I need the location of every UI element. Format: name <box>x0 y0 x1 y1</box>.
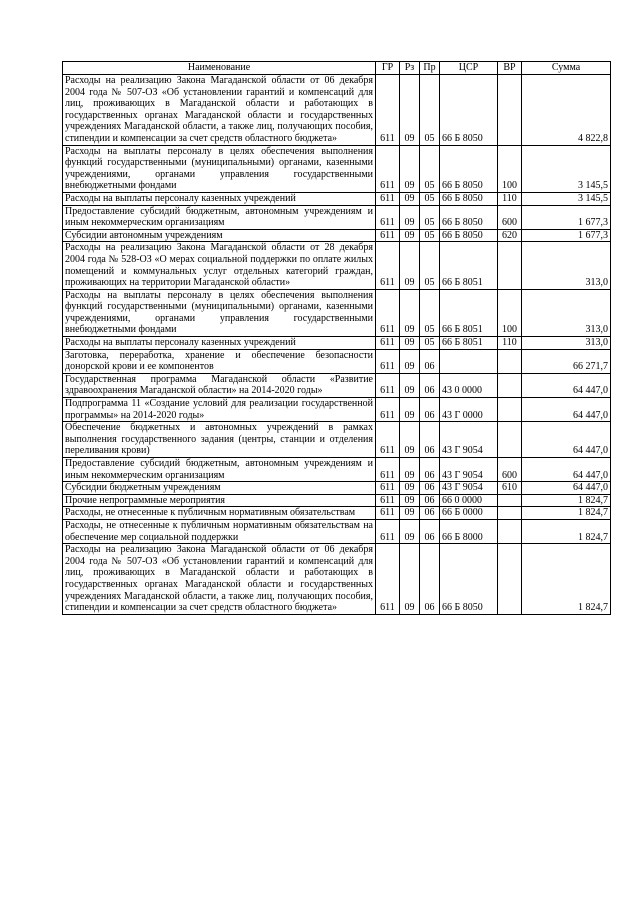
cell-csr: 66 Б 8050 <box>440 229 498 242</box>
cell-gr: 611 <box>376 337 400 350</box>
table-row <box>63 337 611 350</box>
cell-vr: 600 <box>498 458 522 482</box>
cell-name: Государственная программа Магаданской области «Развитие здравоохранения Магаданской области» на 2014-2020 годы» <box>63 373 376 397</box>
cell-vr: 100 <box>498 289 522 336</box>
cell-pr: 06 <box>420 373 440 397</box>
cell-name: Прочие непрограммные мероприятия <box>63 494 376 507</box>
cell-vr: 100 <box>498 145 522 192</box>
cell-name: Расходы на выплаты персоналу казенных учреждений <box>63 337 376 350</box>
cell-vr: 620 <box>498 229 522 242</box>
cell-rz: 09 <box>400 242 420 289</box>
cell-pr: 05 <box>420 75 440 146</box>
table-row <box>63 482 611 495</box>
cell-csr: 66 Б 0000 <box>440 507 498 520</box>
table-row <box>63 507 611 520</box>
cell-vr: 110 <box>498 192 522 205</box>
cell-csr: 43 Г 9054 <box>440 458 498 482</box>
cell-gr: 611 <box>376 507 400 520</box>
cell-gr: 611 <box>376 494 400 507</box>
cell-gr: 611 <box>376 145 400 192</box>
cell-gr: 611 <box>376 373 400 397</box>
cell-rz: 09 <box>400 289 420 336</box>
cell-pr: 06 <box>420 422 440 458</box>
cell-rz: 09 <box>400 192 420 205</box>
table-body <box>63 75 611 615</box>
cell-rz: 09 <box>400 458 420 482</box>
cell-csr: 66 Б 8051 <box>440 289 498 336</box>
cell-csr: 43 Г 0000 <box>440 398 498 422</box>
cell-rz: 09 <box>400 229 420 242</box>
cell-sum: 313,0 <box>522 242 611 289</box>
cell-csr: 66 Б 8051 <box>440 337 498 350</box>
cell-csr: 43 Г 9054 <box>440 422 498 458</box>
cell-name: Расходы на реализацию Закона Магаданской области от 28 декабря 2004 года № 528-ОЗ «О мерах социальной поддержки по оплате жилых помещений и коммунальных услуг отдельных категорий граждан, проживающих на территории Магаданской области» <box>63 242 376 289</box>
cell-pr: 05 <box>420 145 440 192</box>
header-name: Наименование <box>63 62 376 75</box>
cell-sum: 64 447,0 <box>522 398 611 422</box>
cell-pr: 06 <box>420 349 440 373</box>
cell-gr: 611 <box>376 242 400 289</box>
cell-csr: 66 0 0000 <box>440 494 498 507</box>
cell-vr <box>498 494 522 507</box>
cell-rz: 09 <box>400 519 420 543</box>
cell-gr: 611 <box>376 75 400 146</box>
cell-sum: 1 677,3 <box>522 229 611 242</box>
cell-vr: 610 <box>498 482 522 495</box>
table-row <box>63 145 611 192</box>
cell-pr: 06 <box>420 507 440 520</box>
cell-csr: 66 Б 8050 <box>440 145 498 192</box>
cell-sum: 64 447,0 <box>522 373 611 397</box>
table-row <box>63 494 611 507</box>
cell-vr <box>498 398 522 422</box>
cell-gr: 611 <box>376 192 400 205</box>
cell-csr: 66 Б 8050 <box>440 544 498 615</box>
table-row <box>63 519 611 543</box>
cell-rz: 09 <box>400 349 420 373</box>
cell-sum: 1 824,7 <box>522 494 611 507</box>
cell-rz: 09 <box>400 507 420 520</box>
cell-vr <box>498 422 522 458</box>
cell-name: Расходы, не отнесенные к публичным нормативным обязательствам на обеспечение мер социальной поддержки <box>63 519 376 543</box>
cell-rz: 09 <box>400 398 420 422</box>
cell-name: Обеспечение бюджетных и автономных учреждений в рамках выполнения государственного задания (центры, станции и отделения переливания крови) <box>63 422 376 458</box>
table-row <box>63 458 611 482</box>
table-row <box>63 75 611 146</box>
cell-csr: 66 Б 8050 <box>440 75 498 146</box>
table-row <box>63 205 611 229</box>
budget-table <box>62 61 611 615</box>
cell-sum: 3 145,5 <box>522 145 611 192</box>
cell-rz: 09 <box>400 494 420 507</box>
cell-name: Расходы на реализацию Закона Магаданской области от 06 декабря 2004 года № 507-ОЗ «Об установлении гарантий и компенсаций для лиц, проживающих в Магаданской области и работающих в государственных органах Магаданской области и государственных учреждениях Магаданской области, а также лиц, получающих пособия, стипендии и компенсации за счет средств областного бюджета» <box>63 75 376 146</box>
cell-csr: 66 Б 8051 <box>440 242 498 289</box>
cell-gr: 611 <box>376 422 400 458</box>
cell-rz: 09 <box>400 145 420 192</box>
cell-csr <box>440 349 498 373</box>
cell-gr: 611 <box>376 398 400 422</box>
cell-gr: 611 <box>376 519 400 543</box>
cell-pr: 06 <box>420 544 440 615</box>
cell-sum: 1 824,7 <box>522 519 611 543</box>
cell-sum: 313,0 <box>522 289 611 336</box>
cell-pr: 06 <box>420 519 440 543</box>
cell-gr: 611 <box>376 289 400 336</box>
table-row <box>63 289 611 336</box>
table-row <box>63 544 611 615</box>
cell-pr: 06 <box>420 482 440 495</box>
cell-vr: 600 <box>498 205 522 229</box>
cell-pr: 05 <box>420 192 440 205</box>
table-row <box>63 192 611 205</box>
header-csr: ЦСР <box>440 62 498 75</box>
cell-pr: 05 <box>420 289 440 336</box>
cell-name: Субсидии бюджетным учреждениям <box>63 482 376 495</box>
cell-vr: 110 <box>498 337 522 350</box>
header-pr: Пр <box>420 62 440 75</box>
cell-rz: 09 <box>400 422 420 458</box>
cell-csr: 66 Б 8050 <box>440 192 498 205</box>
cell-sum: 1 824,7 <box>522 507 611 520</box>
cell-name: Расходы на выплаты персоналу казенных учреждений <box>63 192 376 205</box>
cell-csr: 66 Б 8000 <box>440 519 498 543</box>
cell-gr: 611 <box>376 458 400 482</box>
cell-rz: 09 <box>400 75 420 146</box>
table-row <box>63 373 611 397</box>
cell-csr: 66 Б 8050 <box>440 205 498 229</box>
cell-pr: 05 <box>420 205 440 229</box>
table-row <box>63 242 611 289</box>
cell-gr: 611 <box>376 544 400 615</box>
table-row <box>63 398 611 422</box>
table-row <box>63 422 611 458</box>
cell-gr: 611 <box>376 349 400 373</box>
cell-sum: 64 447,0 <box>522 482 611 495</box>
table-row <box>63 349 611 373</box>
header-sum: Сумма <box>522 62 611 75</box>
cell-pr: 06 <box>420 398 440 422</box>
cell-sum: 1 824,7 <box>522 544 611 615</box>
cell-name: Расходы на реализацию Закона Магаданской области от 06 декабря 2004 года № 507-ОЗ «Об установлении гарантий и компенсаций для лиц, проживающих в Магаданской области и работающих в государственных органах Магаданской области и государственных учреждениях Магаданской области, а также лиц, получающих пособия, стипендии и компенсации за счет средств областного бюджета» <box>63 544 376 615</box>
cell-pr: 05 <box>420 229 440 242</box>
cell-vr <box>498 507 522 520</box>
cell-sum: 313,0 <box>522 337 611 350</box>
cell-rz: 09 <box>400 373 420 397</box>
cell-sum: 64 447,0 <box>522 458 611 482</box>
cell-gr: 611 <box>376 482 400 495</box>
header-vr: ВР <box>498 62 522 75</box>
cell-pr: 05 <box>420 242 440 289</box>
cell-gr: 611 <box>376 229 400 242</box>
cell-sum: 64 447,0 <box>522 422 611 458</box>
cell-name: Расходы на выплаты персоналу в целях обеспечения выполнения функций государственными (муниципальными) органами, казенными учреждениями, органами управления государственными внебюджетными фондами <box>63 289 376 336</box>
cell-vr <box>498 544 522 615</box>
table-row <box>63 229 611 242</box>
cell-sum: 3 145,5 <box>522 192 611 205</box>
cell-sum: 4 822,8 <box>522 75 611 146</box>
cell-csr: 43 Г 9054 <box>440 482 498 495</box>
cell-sum: 66 271,7 <box>522 349 611 373</box>
cell-pr: 06 <box>420 458 440 482</box>
cell-vr <box>498 373 522 397</box>
cell-name: Предоставление субсидий бюджетным, автономным учреждениям и иным некоммерческим организациям <box>63 205 376 229</box>
cell-name: Расходы на выплаты персоналу в целях обеспечения выполнения функций государственными (муниципальными) органами, казенными учреждениями, органами управления государственными внебюджетными фондами <box>63 145 376 192</box>
header-rz: Рз <box>400 62 420 75</box>
header-row <box>63 62 611 75</box>
cell-rz: 09 <box>400 337 420 350</box>
cell-sum: 1 677,3 <box>522 205 611 229</box>
header-gr: ГР <box>376 62 400 75</box>
cell-rz: 09 <box>400 482 420 495</box>
cell-name: Предоставление субсидий бюджетным, автономным учреждениям и иным некоммерческим организациям <box>63 458 376 482</box>
cell-name: Расходы, не отнесенные к публичным нормативным обязательствам <box>63 507 376 520</box>
cell-rz: 09 <box>400 544 420 615</box>
cell-pr: 05 <box>420 337 440 350</box>
cell-vr <box>498 75 522 146</box>
cell-vr <box>498 349 522 373</box>
cell-csr: 43 0 0000 <box>440 373 498 397</box>
cell-pr: 06 <box>420 494 440 507</box>
cell-rz: 09 <box>400 205 420 229</box>
cell-vr <box>498 519 522 543</box>
cell-name: Заготовка, переработка, хранение и обеспечение безопасности донорской крови и ее компонентов <box>63 349 376 373</box>
cell-name: Субсидии автономным учреждениям <box>63 229 376 242</box>
cell-vr <box>498 242 522 289</box>
cell-name: Подпрограмма 11 «Создание условий для реализации государственной программы» на 2014-2020 годы» <box>63 398 376 422</box>
cell-gr: 611 <box>376 205 400 229</box>
